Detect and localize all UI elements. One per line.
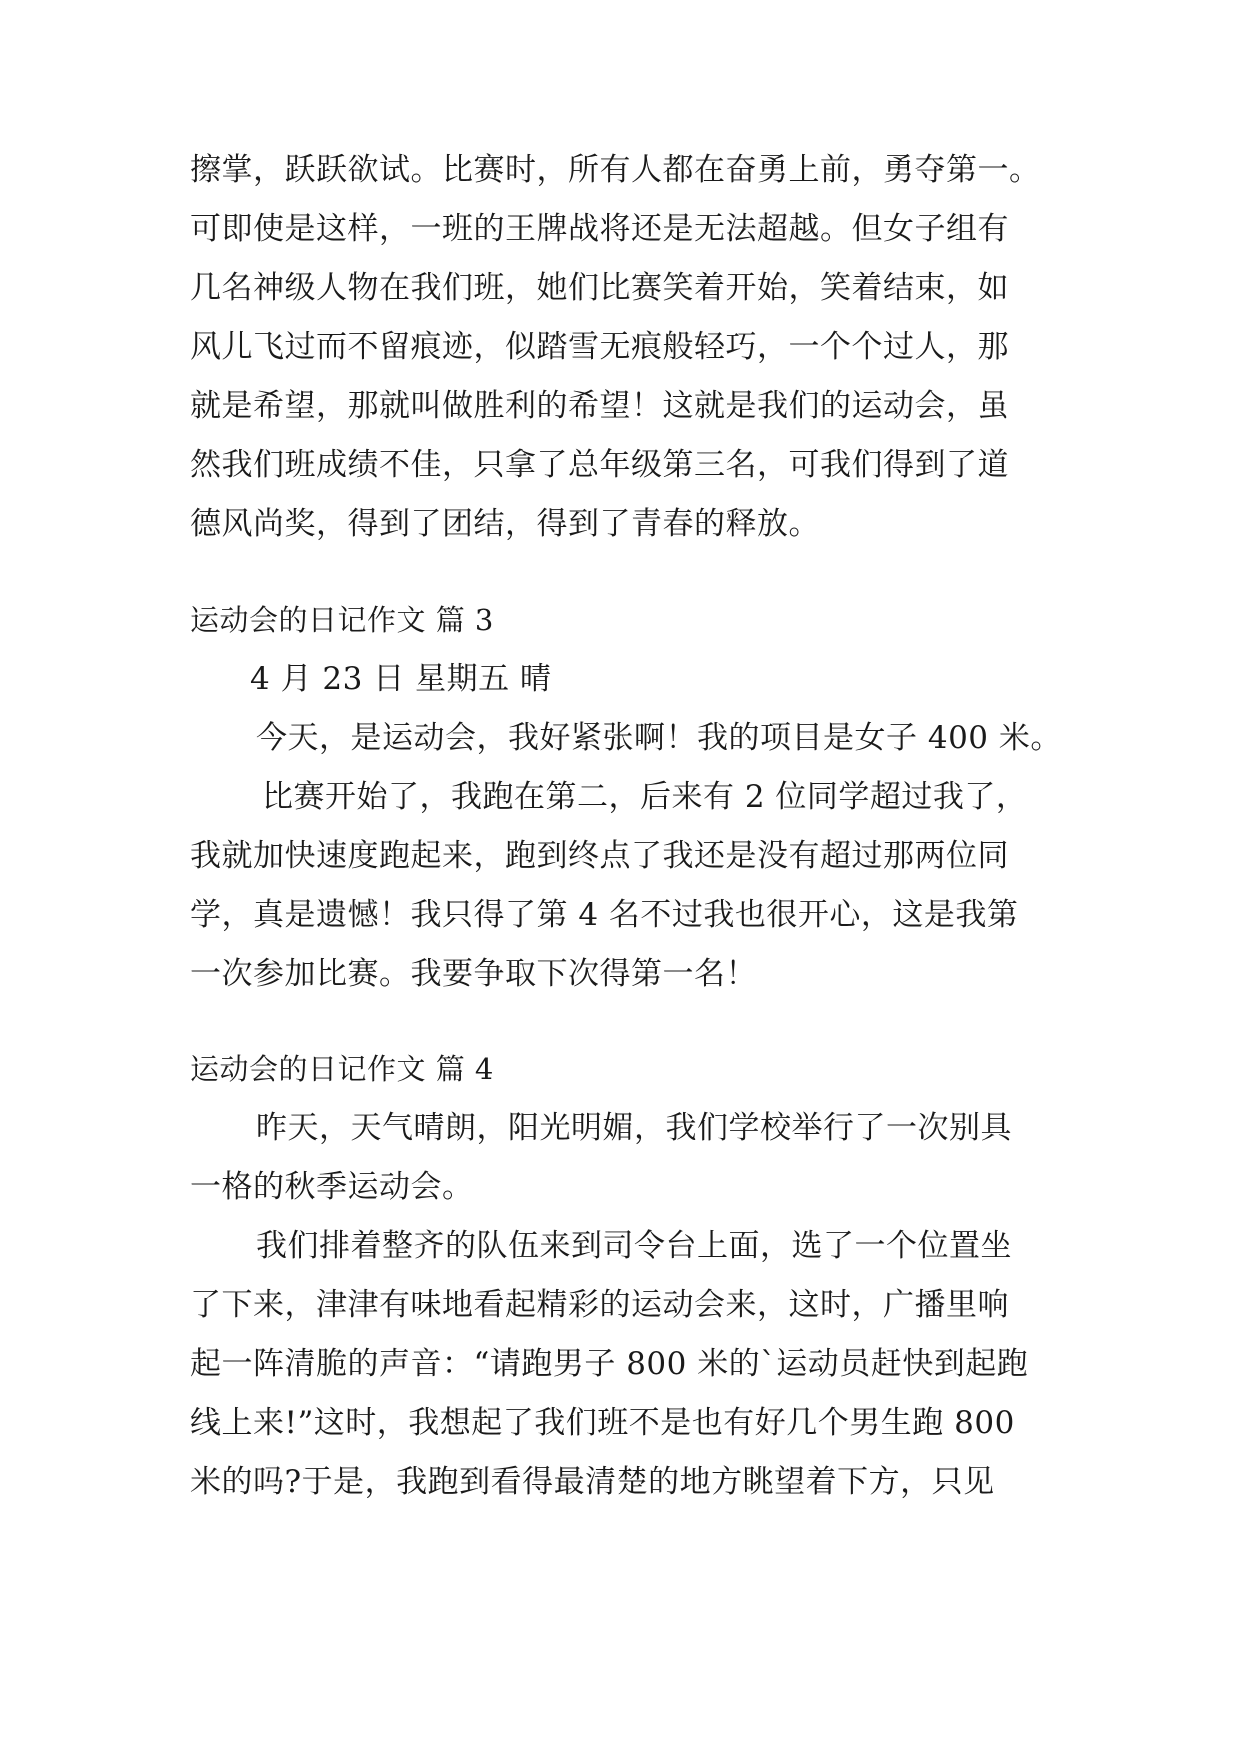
diary-date-line: 4 月 23 日 星期五 晴: [250, 661, 552, 697]
paragraph-line: 了下来，津津有味地看起精彩的运动会来，这时，广播里响: [190, 1287, 1009, 1323]
paragraph-line: 几名神级人物在我们班，她们比赛笑着开始，笑着结束，如: [190, 270, 1009, 306]
paragraph-line: 我就加快速度跑起来，跑到终点了我还是没有超过那两位同: [190, 838, 1009, 874]
paragraph-line: 今天，是运动会，我好紧张啊！我的项目是女子 400 米。: [256, 720, 1062, 756]
paragraph-line: 就是希望，那就叫做胜利的希望！这就是我们的运动会，虽: [190, 388, 1009, 424]
section-heading-3: 运动会的日记作文 篇 3: [190, 603, 494, 637]
paragraph-line: 我们排着整齐的队伍来到司令台上面，选了一个位置坐: [256, 1228, 1012, 1264]
paragraph-line: 德风尚奖，得到了团结，得到了青春的释放。: [190, 506, 820, 542]
section-heading-4: 运动会的日记作文 篇 4: [190, 1052, 494, 1086]
paragraph-line: 擦掌，跃跃欲试。比赛时，所有人都在奋勇上前，勇夺第一。: [190, 152, 1041, 188]
paragraph-line: 然我们班成绩不佳，只拿了总年级第三名，可我们得到了道: [190, 447, 1009, 483]
paragraph-line: 昨天，天气晴朗，阳光明媚，我们学校举行了一次别具: [256, 1110, 1012, 1146]
paragraph-line: 风儿飞过而不留痕迹，似踏雪无痕般轻巧，一个个过人，那: [190, 329, 1009, 365]
paragraph-line: 一次参加比赛。我要争取下次得第一名！: [190, 956, 757, 992]
paragraph-line: 可即使是这样，一班的王牌战将还是无法超越。但女子组有: [190, 211, 1009, 247]
paragraph-line: 线上来!”这时，我想起了我们班不是也有好几个男生跑 800: [190, 1405, 1015, 1441]
paragraph-line: 学，真是遗憾！我只得了第 4 名不过我也很开心，这是我第: [190, 897, 1019, 933]
paragraph-line: 一格的秋季运动会。: [190, 1169, 474, 1205]
paragraph-line: 起一阵清脆的声音：“请跑男子 800 米的`运动员赶快到起跑: [190, 1346, 1029, 1382]
paragraph-line: 比赛开始了，我跑在第二，后来有 2 位同学超过我了，: [262, 779, 1028, 815]
paragraph-line: 米的吗?于是，我跑到看得最清楚的地方眺望着下方，只见: [190, 1464, 995, 1500]
